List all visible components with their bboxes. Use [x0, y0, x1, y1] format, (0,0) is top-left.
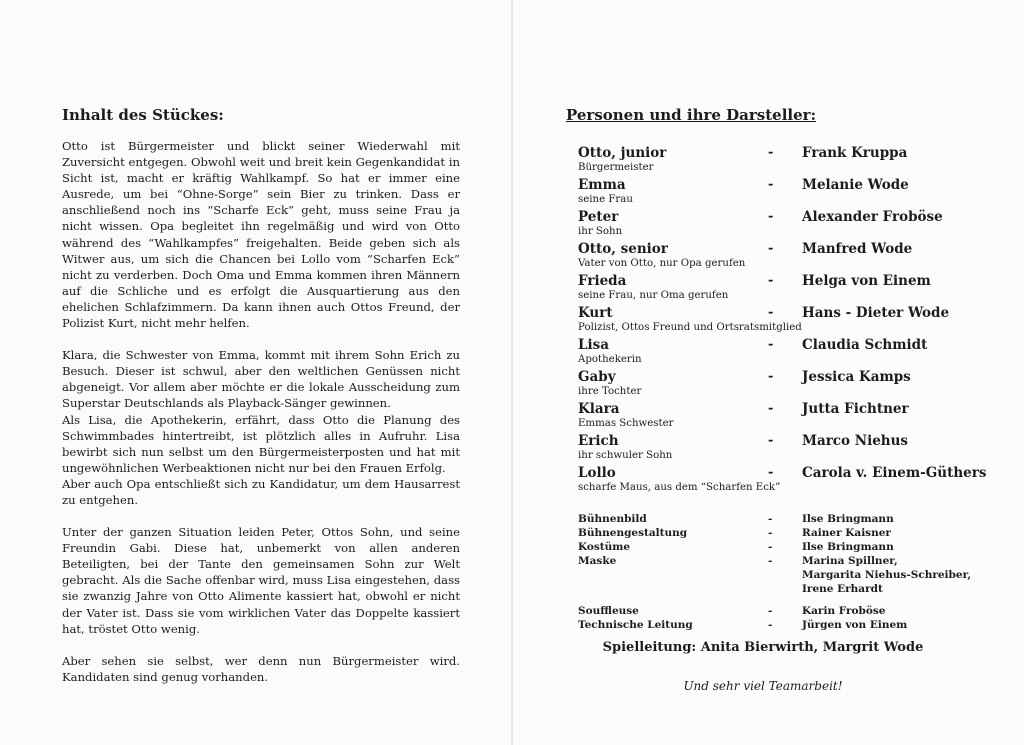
- actor-name: Manfred Wode: [802, 241, 913, 257]
- crew-name: Irene Erhardt: [802, 583, 883, 595]
- character-description: Emmas Schwester: [578, 418, 674, 429]
- actor-name: Jutta Fichtner: [802, 401, 909, 417]
- cast-entry: [578, 401, 988, 433]
- actor-name: Helga von Einem: [802, 273, 931, 289]
- crew-row: [578, 513, 998, 527]
- crew-row: [578, 619, 998, 633]
- character-name: Lisa: [578, 337, 609, 353]
- actor-name: Hans - Dieter Wode: [802, 305, 950, 321]
- character-name: Lollo: [578, 465, 616, 481]
- crew-name: Karin Froböse: [802, 605, 886, 617]
- separator-dash: -: [768, 145, 774, 160]
- actor-name: Melanie Wode: [802, 177, 909, 193]
- crew-role: Kostüme: [578, 541, 631, 553]
- character-description: seine Frau: [578, 194, 633, 205]
- cast-heading: Personen und ihre Darsteller:: [566, 106, 817, 124]
- actor-name: Carola v. Einem-Güthers: [802, 465, 987, 481]
- separator-dash: -: [768, 241, 774, 256]
- synopsis-text: [62, 138, 460, 701]
- character-name: Klara: [578, 401, 620, 417]
- crew-row: [578, 527, 998, 541]
- character-description: Vater von Otto, nur Opa gerufen: [578, 258, 746, 269]
- character-description: ihre Tochter: [578, 386, 642, 397]
- actor-name: Marco Niehus: [802, 433, 909, 449]
- synopsis-paragraph: Aber sehen sie selbst, wer denn nun Bürgermeister wird. Kandidaten sind genug vorhanden.: [62, 653, 460, 684]
- synopsis-paragraph: Klara, die Schwester von Emma, kommt mit ihrem Sohn Erich zu Besuch. Dieser ist schwul, aber den weltlichen Genüssen nicht abgeneigt. Vor allem aber möchte er die lokale Ausscheidung zum Superstar Deutschlands als Playback-Sänger gewinnen.: [62, 348, 460, 411]
- character-name: Emma: [578, 177, 626, 193]
- cast-entry: [578, 177, 988, 209]
- crew-list: [578, 513, 998, 633]
- cast-entry: [578, 305, 988, 337]
- direction-credit: Spielleitung: Anita Bierwirth, Margrit Wode: [602, 640, 924, 655]
- character-name: Frieda: [578, 273, 627, 289]
- crew-row: [578, 569, 998, 583]
- crew-row: [578, 541, 998, 555]
- cast-entry: [578, 369, 988, 401]
- separator-dash: -: [768, 605, 773, 617]
- character-name: Otto, senior: [578, 241, 668, 257]
- cast-entry: [578, 465, 988, 497]
- synopsis-paragraph: Otto ist Bürgermeister und blickt seiner Wiederwahl mit Zuversicht entgegen. Obwohl weit und breit kein Gegenkandidat in Sicht ist, macht er kräftig Wahlkampf. So hat er immer eine Ausrede, um bei “Ohne-Sorge” sein Bier zu trinken. Dass er anschließend noch ins “Scharfe Eck” geht, muss seine Frau ja nicht wissen. Opa begleitet ihn regelmäßig und wird von Otto während des “Wahlkampfes” freigehalten. Beide geben sich als Witwer aus, um sich die Chancen bei Lollo vom “Scharfen Eck” nicht zu verderben. Doch Oma und Emma kommen ihren Männern auf die Schliche und es erfolgt die Ausquartierung aus den ehelichen Schlafzimmern. Da kann ihnen auch Ottos Freund, der Polizist Kurt, nicht mehr helfen.: [62, 139, 460, 331]
- separator-dash: -: [768, 465, 774, 480]
- cast-list: [578, 145, 988, 497]
- separator-dash: -: [768, 527, 773, 539]
- character-description: Apothekerin: [578, 354, 642, 365]
- crew-role: Maske: [578, 555, 617, 567]
- cast-entry: [578, 273, 988, 305]
- cast-entry: [578, 433, 988, 465]
- separator-dash: -: [768, 619, 773, 631]
- synopsis-paragraph: Als Lisa, die Apothekerin, erfährt, dass Otto die Planung des Schwimmbades hintertreibt, ist plötzlich alles in Aufruhr. Lisa bewirbt sich nun selbst um den Bürgermeisterposten und hat mit ungewöhnlichen Werbeaktionen nicht nur bei den Frauen Erfolg.: [62, 412, 460, 475]
- crew-role: Bühnengestaltung: [578, 527, 688, 539]
- synopsis-heading: Inhalt des Stückes:: [62, 106, 224, 124]
- separator-dash: -: [768, 401, 774, 416]
- cast-entry: [578, 145, 988, 177]
- character-name: Gaby: [578, 369, 616, 385]
- crew-name: Margarita Niehus-Schreiber,: [802, 569, 971, 581]
- actor-name: Jessica Kamps: [802, 369, 911, 385]
- crew-name: Rainer Kaisner: [802, 527, 891, 539]
- separator-dash: -: [768, 177, 774, 192]
- separator-dash: -: [768, 541, 773, 553]
- teamwork-note: Und sehr viel Teamarbeit!: [683, 679, 843, 693]
- crew-name: Marina Spillner,: [802, 555, 898, 567]
- synopsis-paragraph: Aber auch Opa entschließt sich zu Kandidatur, um dem Hausarrest zu entgehen.: [62, 476, 460, 507]
- crew-row: [578, 583, 998, 597]
- separator-dash: -: [768, 433, 774, 448]
- character-description: Bürgermeister: [578, 162, 654, 173]
- actor-name: Frank Kruppa: [802, 145, 908, 161]
- separator-dash: -: [768, 209, 774, 224]
- crew-row: [578, 555, 998, 569]
- crew-role: Souffleuse: [578, 605, 639, 617]
- character-description: scharfe Maus, aus dem “Scharfen Eck”: [578, 482, 781, 493]
- crew-role: Bühnenbild: [578, 513, 647, 525]
- character-name: Erich: [578, 433, 619, 449]
- character-description: Polizist, Ottos Freund und Ortsratsmitglied: [578, 322, 802, 333]
- actor-name: Alexander Froböse: [802, 209, 943, 225]
- actor-name: Claudia Schmidt: [802, 337, 928, 353]
- character-name: Kurt: [578, 305, 613, 321]
- synopsis-paragraph: Unter der ganzen Situation leiden Peter, Ottos Sohn, und seine Freundin Gabi. Diese hat, unbemerkt von allen anderen Beteiligten, bei der Tante den gemeinsamen Sohn zur Welt gebracht. Als die Sache offenbar wird, muss Lisa eingestehen, dass sie zwanzig Jahre von Otto Alimente kassiert hat, obwohl er nicht der Vater ist. Dass sie vom wirklichen Vater das Doppelte kassiert hat, tröstet Otto wenig.: [62, 525, 460, 636]
- crew-name: Jürgen von Einem: [802, 619, 908, 631]
- character-description: seine Frau, nur Oma gerufen: [578, 290, 729, 301]
- cast-entry: [578, 209, 988, 241]
- separator-dash: -: [768, 555, 773, 567]
- character-description: ihr Sohn: [578, 226, 623, 237]
- separator-dash: -: [768, 337, 774, 352]
- crew-name: Ilse Bringmann: [802, 541, 894, 553]
- separator-dash: -: [768, 369, 774, 384]
- character-description: ihr schwuler Sohn: [578, 450, 673, 461]
- separator-dash: -: [768, 513, 773, 525]
- cast-entry: [578, 241, 988, 273]
- cast-entry: [578, 337, 988, 369]
- separator-dash: -: [768, 273, 774, 288]
- separator-dash: -: [768, 305, 774, 320]
- crew-row: [578, 605, 998, 619]
- crew-role: Technische Leitung: [578, 619, 693, 631]
- character-name: Otto, junior: [578, 145, 667, 161]
- character-name: Peter: [578, 209, 619, 225]
- crew-name: Ilse Bringmann: [802, 513, 894, 525]
